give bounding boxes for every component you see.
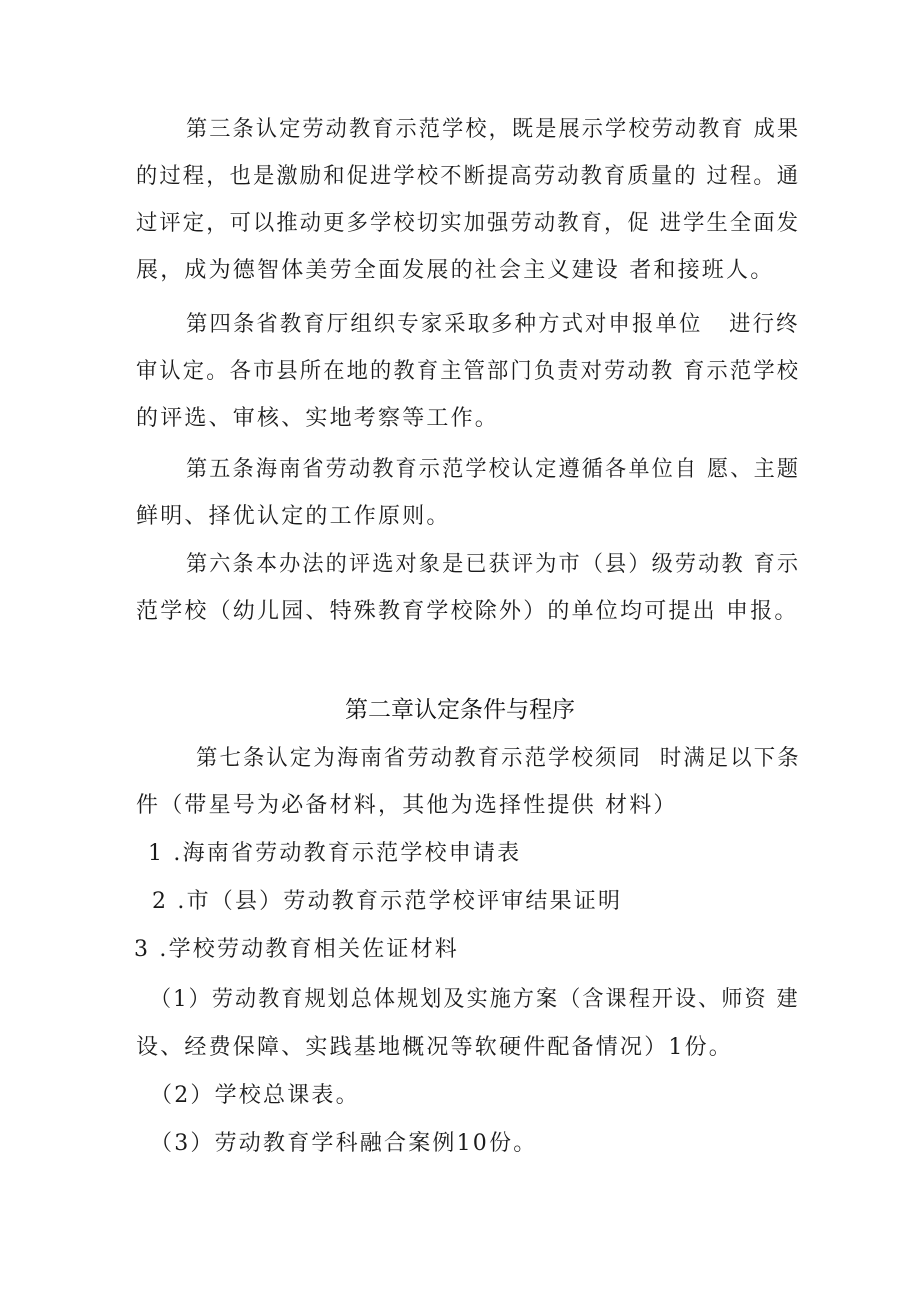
list-item: 1 .海南省劳动教育示范学校申请表	[148, 841, 522, 866]
paragraph-line: 鲜明、择优认定的工作原则。	[136, 504, 451, 529]
list-item: 2 .市（县）劳动教育示范学校评审结果证明	[152, 889, 623, 914]
paragraph-line: 第六条本办法的评选对象是已获评为市（县）级劳动教 育示	[186, 552, 801, 577]
paragraph-line: 的过程，也是激励和促进学校不断提高劳动教育质量的 过程。通	[136, 164, 801, 189]
list-item: （3）劳动教育学科融合案例10份。	[150, 1131, 538, 1156]
paragraph-line: 件（带星号为必备材料，其他为选择性提供 材料）	[136, 793, 678, 818]
paragraph-line: 审认定。各市县所在地的教育主管部门负责对劳动教 育示范学校	[136, 359, 801, 384]
paragraph-line: 范学校（幼儿园、特殊教育学校除外）的单位均可提出 申报。	[136, 599, 799, 624]
list-item: （2）学校总课表。	[150, 1083, 360, 1108]
paragraph-line: 第七条认定为海南省劳动教育示范学校须同 时满足以下条	[196, 746, 801, 771]
paragraph-line: 展，成为德智体美劳全面发展的社会主义建设 者和接班人。	[136, 258, 775, 283]
paragraph-line: 第五条海南省劳动教育示范学校认定遵循各单位自 愿、主题	[186, 457, 801, 482]
list-item: （1）劳动教育规划总体规划及实施方案（含课程开设、师资 建	[150, 987, 800, 1012]
paragraph-line: 第三条认定劳动教育示范学校，既是展示学校劳动教育 成果	[186, 117, 801, 142]
chapter-heading: 第二章认定条件与程序	[345, 697, 575, 723]
list-item: 3 .学校劳动教育相关佐证材料	[134, 937, 459, 962]
paragraph-line: 的评选、审核、实地考察等工作。	[136, 406, 500, 431]
list-item: 设、经费保障、实践基地概况等软硬件配备情况）1份。	[136, 1035, 733, 1060]
paragraph-line: 第四条省教育厅组织专家采取多种方式对申报单位 进行终	[186, 312, 800, 337]
paragraph-line: 过评定，可以推动更多学校切实加强劳动教育，促 进学生全面发	[136, 211, 801, 236]
